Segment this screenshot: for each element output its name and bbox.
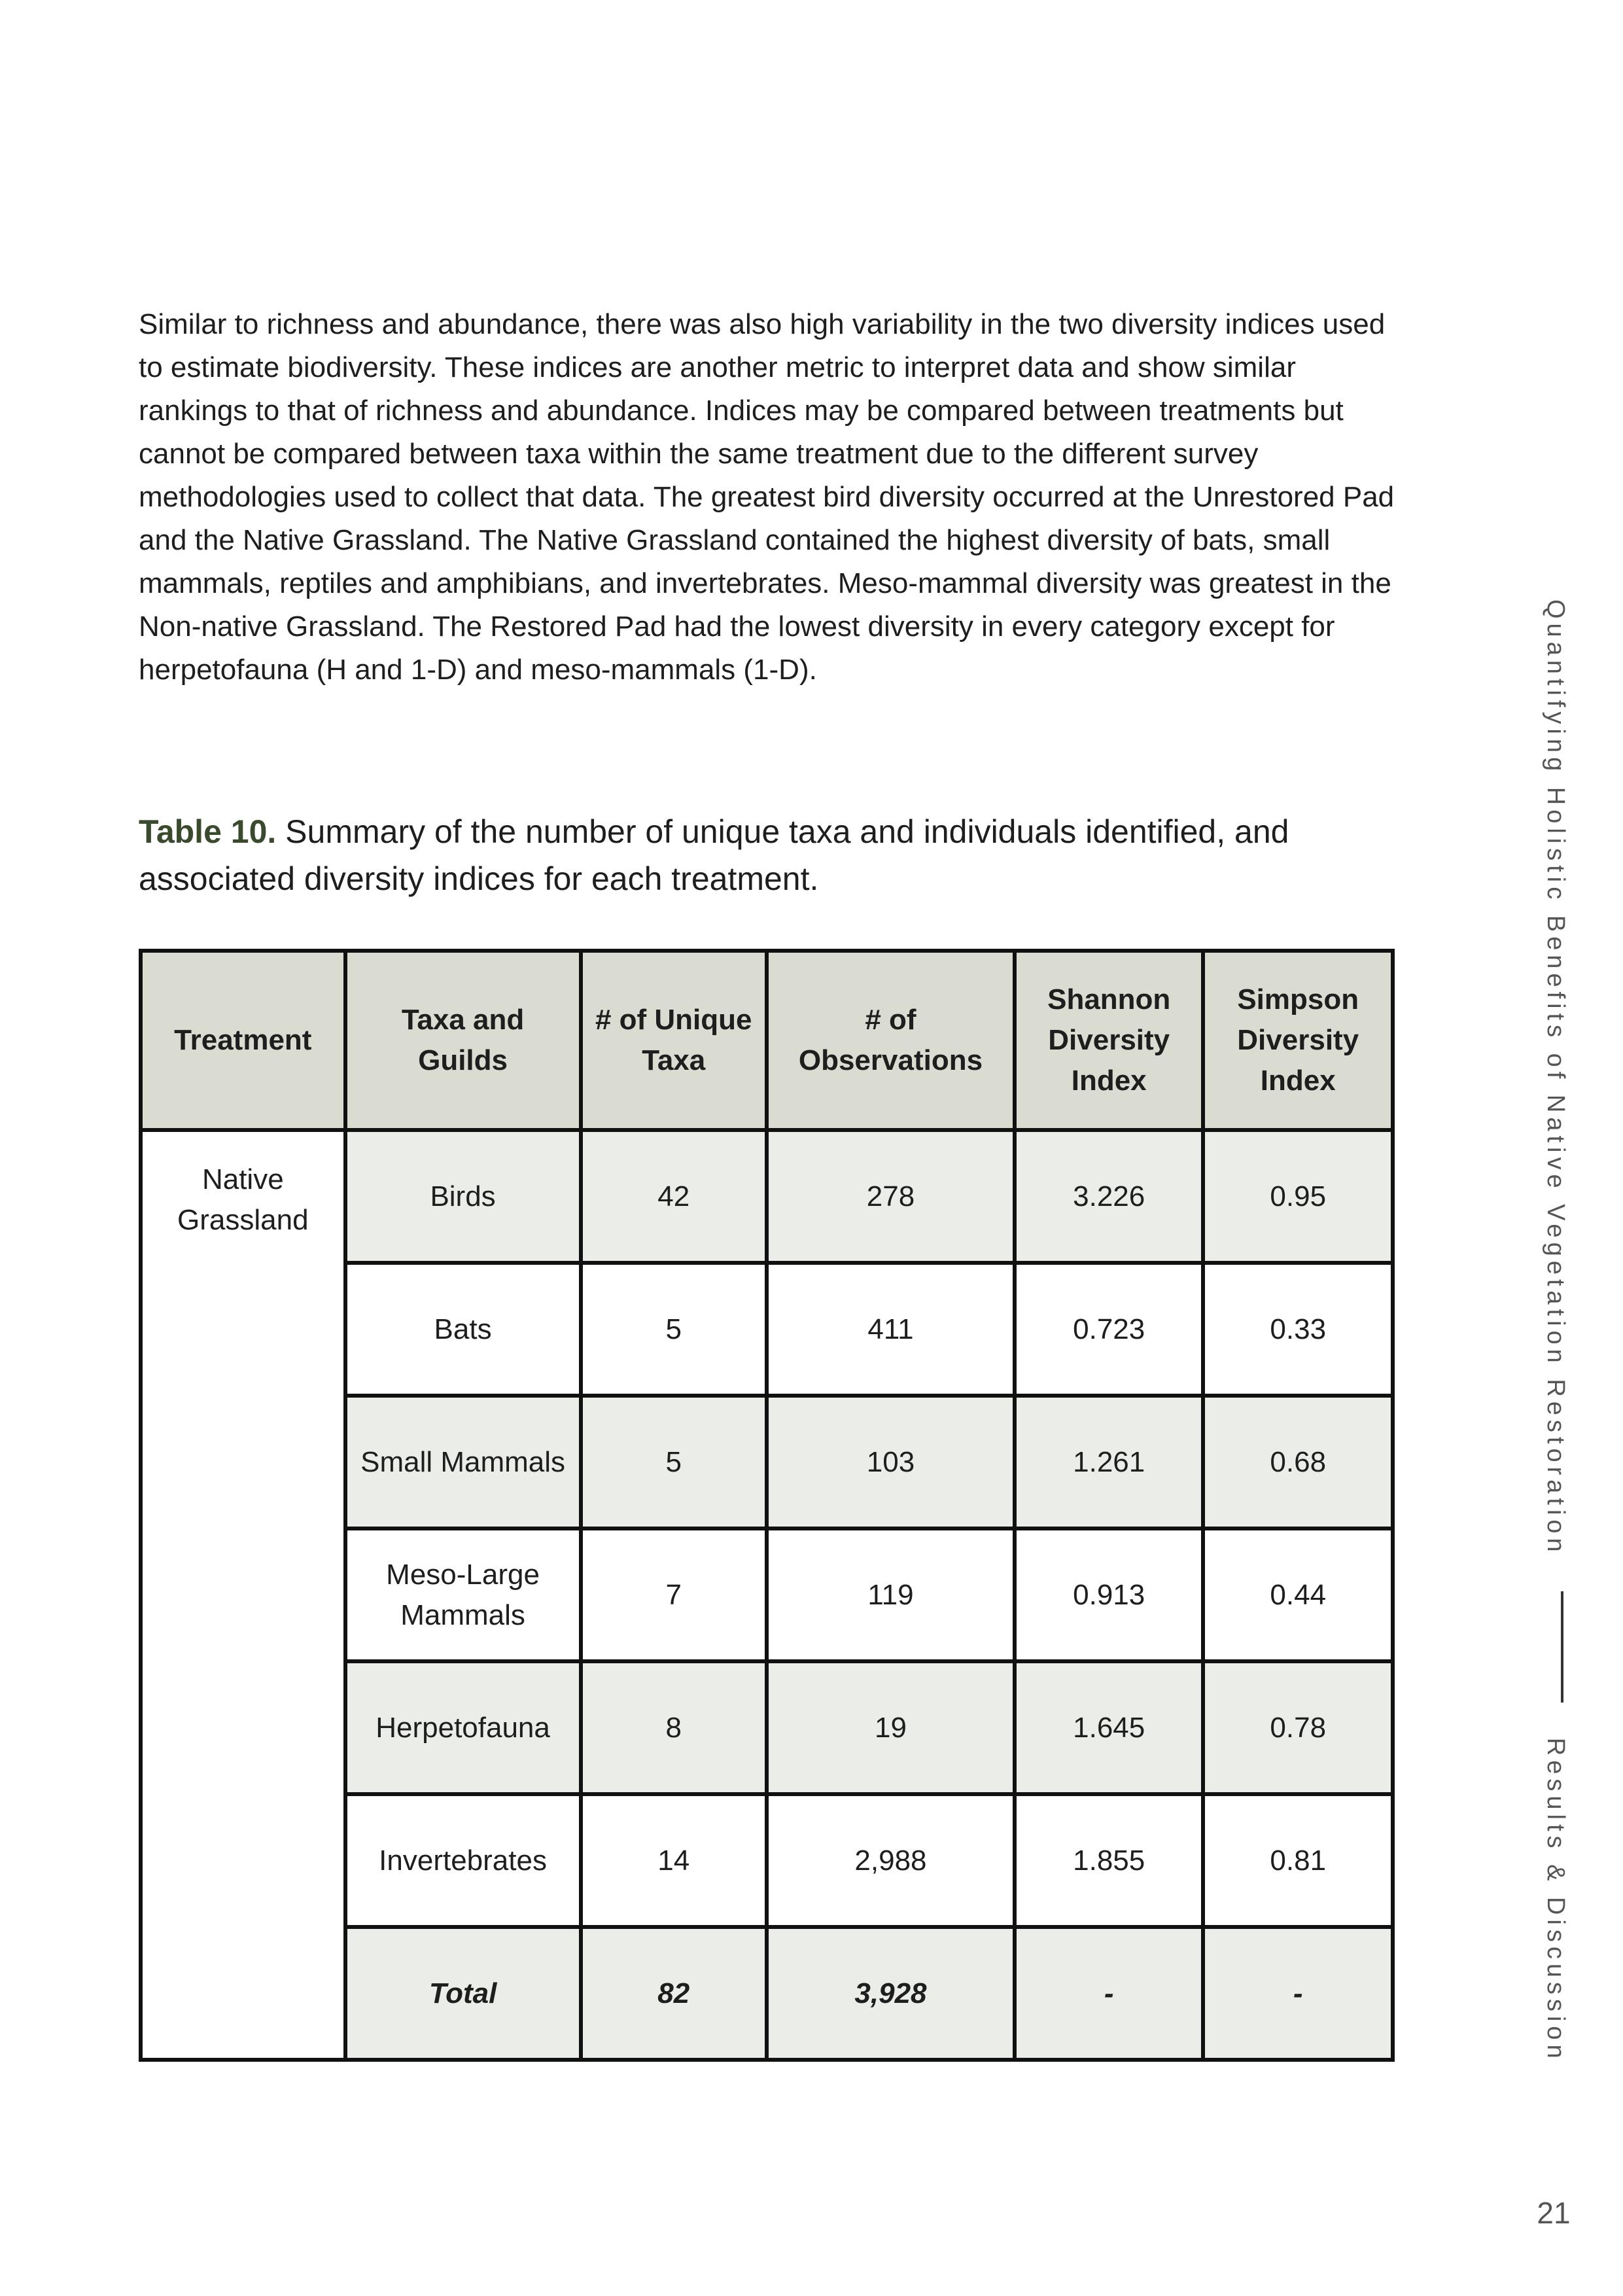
taxa-cell: Bats: [345, 1263, 581, 1396]
running-header-section: Results & Discussion: [1542, 1737, 1569, 2063]
simpson-cell: 0.78: [1203, 1661, 1393, 1794]
total-label: Total: [345, 1927, 581, 2060]
table-caption-label: Table 10.: [139, 813, 277, 850]
running-header-divider: [1561, 1591, 1563, 1703]
simpson-cell: 0.81: [1203, 1794, 1393, 1927]
taxa-cell: Small Mammals: [345, 1396, 581, 1528]
taxa-cell: Herpetofauna: [345, 1661, 581, 1794]
total-observations: 3,928: [767, 1927, 1015, 2060]
header-taxa: Taxa and Guilds: [345, 951, 581, 1130]
shannon-cell: 1.261: [1015, 1396, 1204, 1528]
observations-cell: 2,988: [767, 1794, 1015, 1927]
shannon-cell: 3.226: [1015, 1130, 1204, 1263]
total-simpson: -: [1203, 1927, 1393, 2060]
total-unique-taxa: 82: [581, 1927, 767, 2060]
table-header-row: [141, 951, 1393, 1130]
running-header-title: Quantifying Holistic Benefits of Native Vegetation Restoration: [1542, 599, 1569, 1557]
taxa-cell: Meso-Large Mammals: [345, 1528, 581, 1661]
shannon-cell: 1.855: [1015, 1794, 1204, 1927]
header-observations: # of Observations: [767, 951, 1015, 1130]
unique-taxa-cell: 8: [581, 1661, 767, 1794]
header-unique-taxa: # of Unique Taxa: [581, 951, 767, 1130]
header-simpson: Simpson Diversity Index: [1203, 951, 1393, 1130]
observations-cell: 278: [767, 1130, 1015, 1263]
unique-taxa-cell: 14: [581, 1794, 767, 1927]
page-number: 21: [1537, 2196, 1571, 2230]
unique-taxa-cell: 5: [581, 1263, 767, 1396]
observations-cell: 103: [767, 1396, 1015, 1528]
table-caption: [139, 808, 1395, 902]
header-treatment: Treatment: [141, 951, 345, 1130]
table-caption-text: Summary of the number of unique taxa and individuals identified, and associated diversity indices for each treatment.: [139, 813, 1289, 897]
taxa-cell: Birds: [345, 1130, 581, 1263]
observations-cell: 119: [767, 1528, 1015, 1661]
body-paragraph: Similar to richness and abundance, there was also high variability in the two diversity indices used to estimate biodiversity. These indices are another metric to interpret data and show similar rankings to that of richness and abundance. Indices may be compared between treatments but cannot be compared between taxa within the same treatment due to the different survey methodologies used to collect that data. The greatest bird diversity occurred at the Unrestored Pad and the Native Grassland. The Native Grassland contained the highest diversity of bats, small mammals, reptiles and amphibians, and invertebrates. Meso-mammal diversity was greatest in the Non-native Grassland. The Restored Pad had the lowest diversity in every category except for herpetofauna (H and 1-D) and meso-mammals (1-D).: [139, 308, 1395, 686]
shannon-cell: 1.645: [1015, 1661, 1204, 1794]
simpson-cell: 0.68: [1203, 1396, 1393, 1528]
total-shannon: -: [1015, 1927, 1204, 2060]
simpson-cell: 0.44: [1203, 1528, 1393, 1661]
unique-taxa-cell: 7: [581, 1528, 767, 1661]
header-shannon: Shannon Diversity Index: [1015, 951, 1204, 1130]
treatment-cell: Native Grassland: [141, 1130, 345, 2060]
table-row: [141, 1130, 1393, 1263]
running-header: [1536, 599, 1575, 2104]
observations-cell: 19: [767, 1661, 1015, 1794]
simpson-cell: 0.95: [1203, 1130, 1393, 1263]
diversity-table: [139, 949, 1395, 2062]
observations-cell: 411: [767, 1263, 1015, 1396]
taxa-cell: Invertebrates: [345, 1794, 581, 1927]
unique-taxa-cell: 42: [581, 1130, 767, 1263]
shannon-cell: 0.723: [1015, 1263, 1204, 1396]
unique-taxa-cell: 5: [581, 1396, 767, 1528]
simpson-cell: 0.33: [1203, 1263, 1393, 1396]
shannon-cell: 0.913: [1015, 1528, 1204, 1661]
